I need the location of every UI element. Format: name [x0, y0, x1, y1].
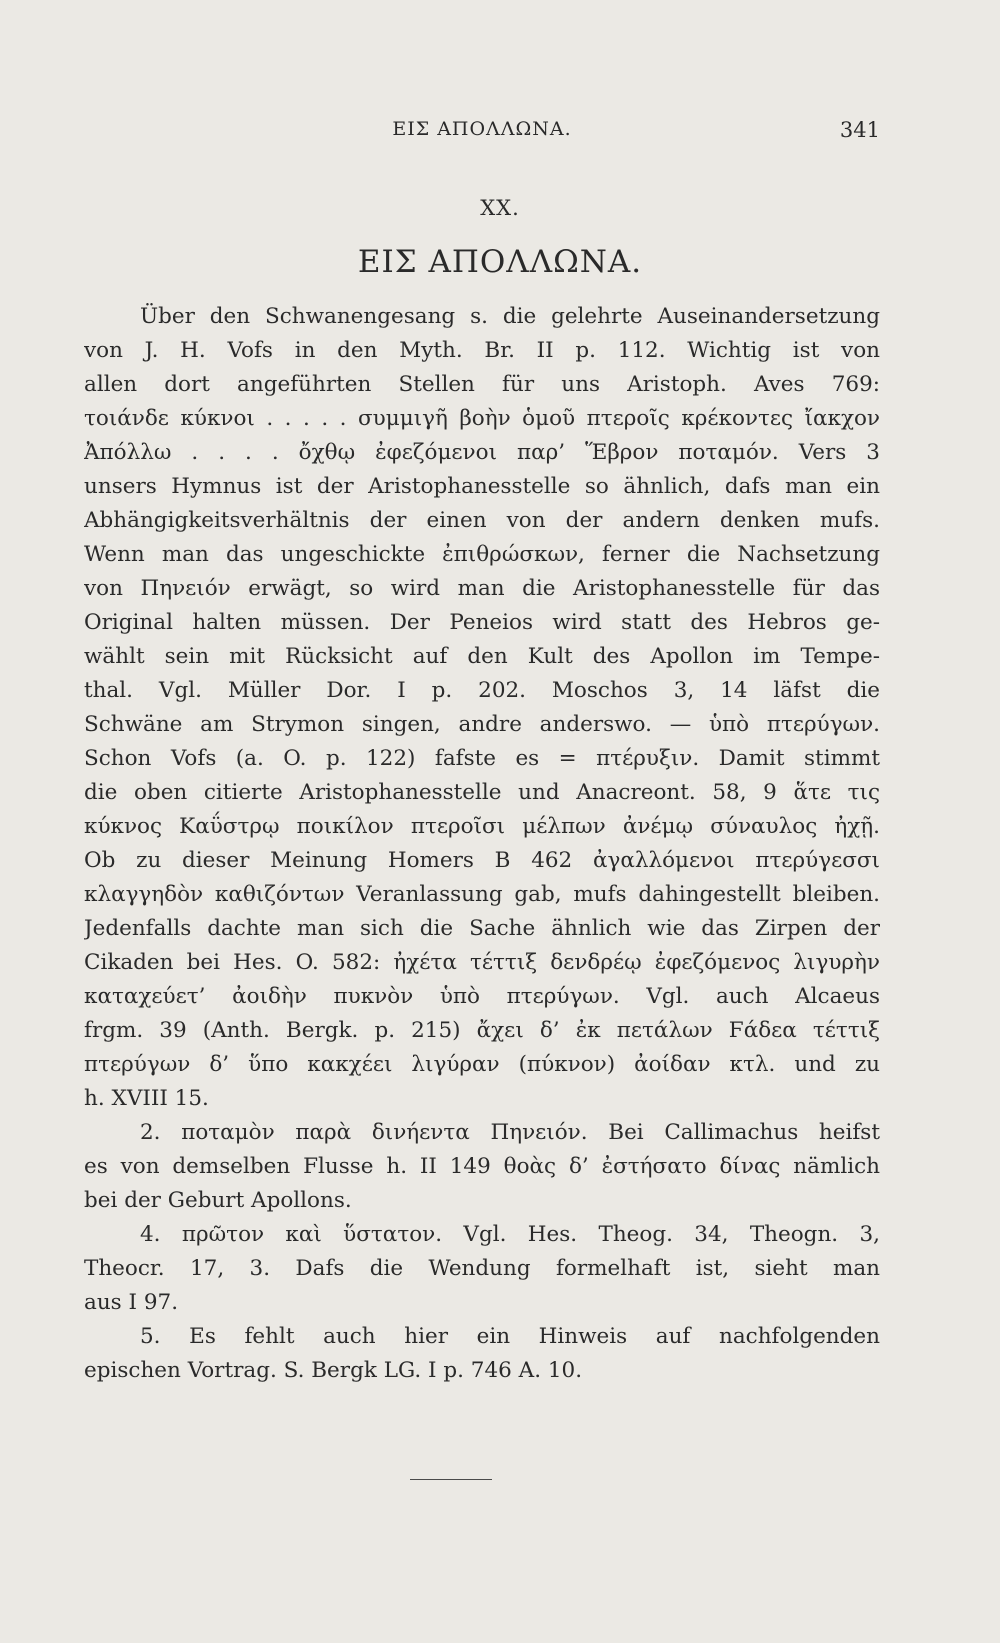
text-line: thal. Vgl. Müller Dor. I p. 202. Moschos 3, 14 läfst die	[84, 678, 880, 703]
text-line: Original halten müssen. Der Peneios wird statt des Hebros ge-	[84, 610, 880, 635]
text-line: κύκνος Καΰστρῳ ποικίλον πτεροῖσι μέλπων ἀνέμῳ σύναυλος ἠχῇ.	[84, 814, 880, 839]
text-line: πτερύγων δ’ ὕπο κακχέει λιγύραν (πύκνον) ἀοίδαν κτλ. und zu	[84, 1052, 880, 1077]
text-line: h. XVIII 15.	[84, 1086, 209, 1111]
page-number: 341	[839, 118, 880, 142]
text-line: καταχεύετ’ ἀοιδὴν πυκνὸν ὑπὸ πτερύγων. Vgl. auch Alcaeus	[84, 984, 880, 1009]
text-line: frgm. 39 (Anth. Bergk. p. 215) ἄχει δ’ ἐκ πετάλων Ϝάδεα τέττιξ	[84, 1018, 880, 1043]
text-line: Theocr. 17, 3. Dafs die Wendung formelhaft ist, sieht man	[84, 1256, 880, 1281]
text-line: wählt sein mit Rücksicht auf den Kult des Apollon im Tempe-	[84, 644, 880, 669]
text-line: Über den Schwanengesang s. die gelehrte Auseinandersetzung	[140, 304, 880, 329]
text-line: 2. ποταμὸν παρὰ δινήεντα Πηνειόν. Bei Callimachus heifst	[140, 1120, 880, 1145]
text-line: epischen Vortrag. S. Bergk LG. I p. 746 A. 10.	[84, 1358, 583, 1383]
text-line: 5. Es fehlt auch hier ein Hinweis auf nachfolgenden	[140, 1324, 880, 1349]
text-line: von Πηνειόν erwägt, so wird man die Aristophanesstelle für das	[84, 576, 880, 601]
text-line: κλαγγηδὸν καθιζόντων Veranlassung gab, mufs dahingestellt bleiben.	[84, 882, 880, 907]
text-line: Jedenfalls dachte man sich die Sache ähnlich wie das Zirpen der	[84, 916, 880, 941]
text-line: Ob zu dieser Meinung Homers B 462 ἀγαλλόμενοι πτερύγεσσι	[84, 848, 880, 873]
running-title: ΕΙΣ ΑΠΟΛΛΩΝΑ.	[392, 118, 572, 140]
text-line: aus Ι 97.	[84, 1290, 179, 1315]
text-line: Schon Vofs (a. O. p. 122) fafste es = πτέρυξιν. Damit stimmt	[84, 746, 880, 771]
text-line: unsers Hymnus ist der Aristophanesstelle so ähnlich, dafs man ein	[84, 474, 880, 499]
text-line: Schwäne am Strymon singen, andre anderswo. — ὑπὸ πτερύγων.	[84, 712, 880, 737]
text-line: allen dort angeführten Stellen für uns Aristoph. Aves 769:	[84, 372, 880, 397]
running-head	[84, 118, 880, 150]
text-line: die oben citierte Aristophanesstelle und Anacreont. 58, 9 ἅτε τις	[84, 780, 880, 805]
text-line: 4. πρῶτον καὶ ὕστατον. Vgl. Hes. Theog. 34, Theogn. 3,	[140, 1222, 880, 1247]
text-line: Wenn man das ungeschickte ἐπιθρώσκων, ferner die Nachsetzung	[84, 542, 880, 567]
hymn-title: ΕΙΣ ΑΠΟΛΛΩΝΑ.	[357, 244, 643, 280]
text-line: es von demselben Flusse h. II 149 θοὰς δ’ ἐστήσατο δίνας nämlich	[84, 1154, 880, 1179]
text-line: von J. H. Vofs in den Myth. Br. II p. 112. Wichtig ist von	[84, 338, 880, 363]
text-line: bei der Geburt Apollons.	[84, 1188, 352, 1213]
commentary-text	[84, 300, 880, 1388]
section-number: XX.	[480, 196, 520, 220]
text-line: Ἀπόλλω . . . . ὄχθῳ ἐφεζόμενοι παρ’ Ἕβρον ποταμόν. Vers 3	[84, 440, 880, 465]
text-line: τοιάνδε κύκνοι . . . . . συμμιγῆ βοὴν ὁμοῦ πτεροῖς κρέκοντες ἴακχον	[84, 406, 880, 431]
text-line: Abhängigkeitsverhältnis der einen von der andern denken mufs.	[84, 508, 880, 533]
footer-rule	[410, 1479, 492, 1480]
text-line: Cikaden bei Hes. O. 582: ἠχέτα τέττιξ δενδρέῳ ἐφεζόμενος λιγυρὴν	[84, 950, 880, 975]
